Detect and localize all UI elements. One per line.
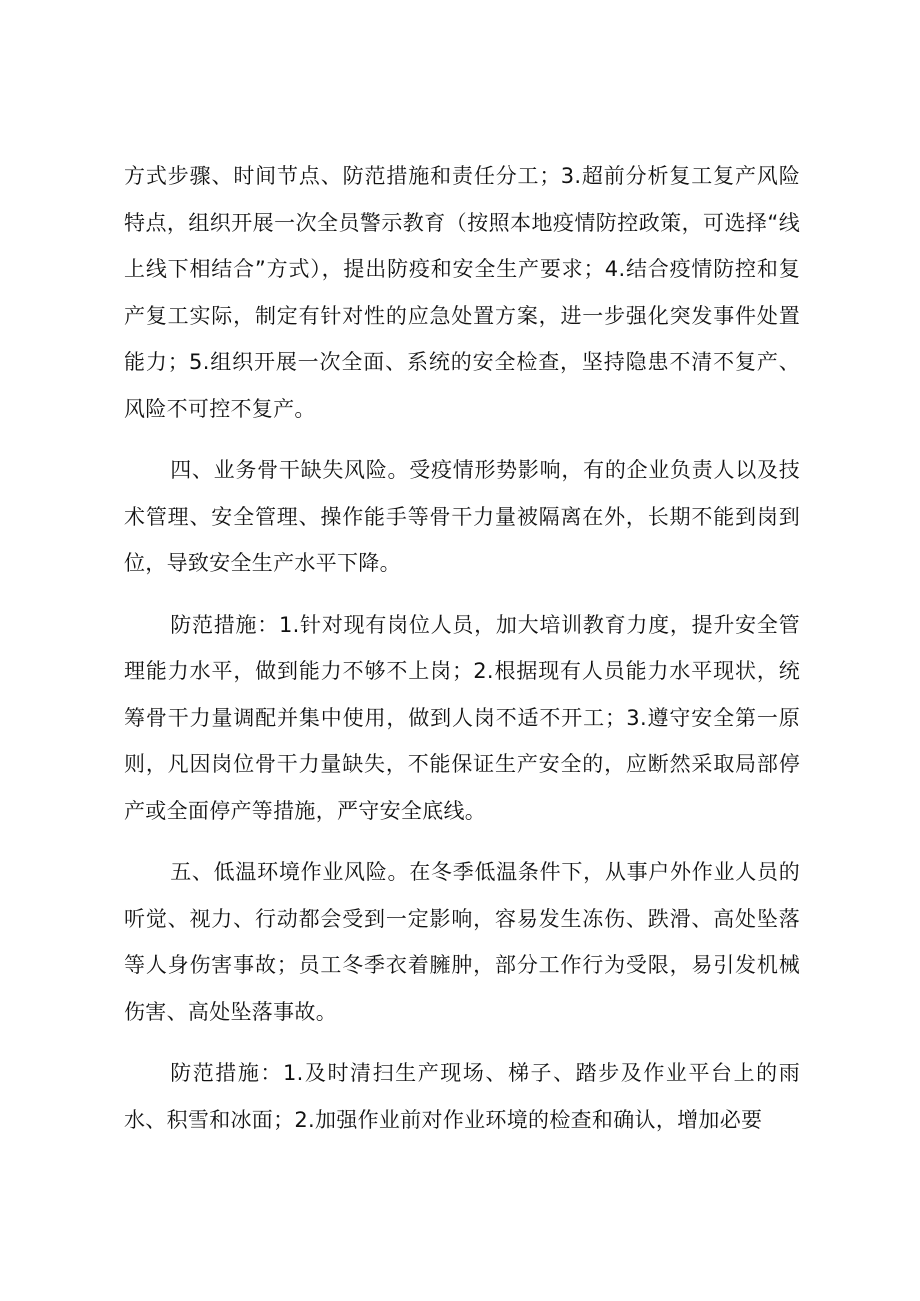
paragraph-risk-4: 四、业务骨干缺失风险。受疫情形势影响，有的企业负责人以及技术管理、安全管理、操作能手等骨干力量被隔离在外，长期不能到岗到位，导致安全生产水平下降。: [124, 458, 800, 575]
paragraph-measures-4: 防范措施：1.针对现有岗位人员，加大培训教育力度，提升安全管理能力水平，做到能力不够不上岗；2.根据现有人员能力水平现状，统筹骨干力量调配并集中使用，做到人岗不适不开工；3.遵守安全第一原则，凡因岗位骨干力量缺失，不能保证生产安全的，应断然采取局部停产或全面停产等措施，严守安全底线。: [124, 612, 800, 823]
paragraph-risk-5: 五、低温环境作业风险。在冬季低温条件下，从事户外作业人员的听觉、视力、行动都会受到一定影响，容易发生冻伤、跌滑、高处坠落等人身伤害事故；员工冬季衣着臃肿，部分工作行为受限，易引发机械伤害、高处坠落事故。: [124, 860, 800, 1024]
paragraph-measures-5: 防范措施：1.及时清扫生产现场、梯子、踏步及作业平台上的雨水、积雪和冰面；2.加强作业前对作业环境的检查和确认，增加必要: [124, 1061, 800, 1132]
document-body: [124, 153, 800, 1158]
paragraph-continuation: 方式步骤、时间节点、防范措施和责任分工；3.超前分析复工复产风险特点，组织开展一次全员警示教育（按照本地疫情防控政策，可选择“线上线下相结合”方式），提出防疫和安全生产要求；4.结合疫情防控和复产复工实际，制定有针对性的应急处置方案，进一步强化突发事件处置能力；5.组织开展一次全面、系统的安全检查，坚持隐患不清不复产、风险不可控不复产。: [124, 164, 800, 421]
